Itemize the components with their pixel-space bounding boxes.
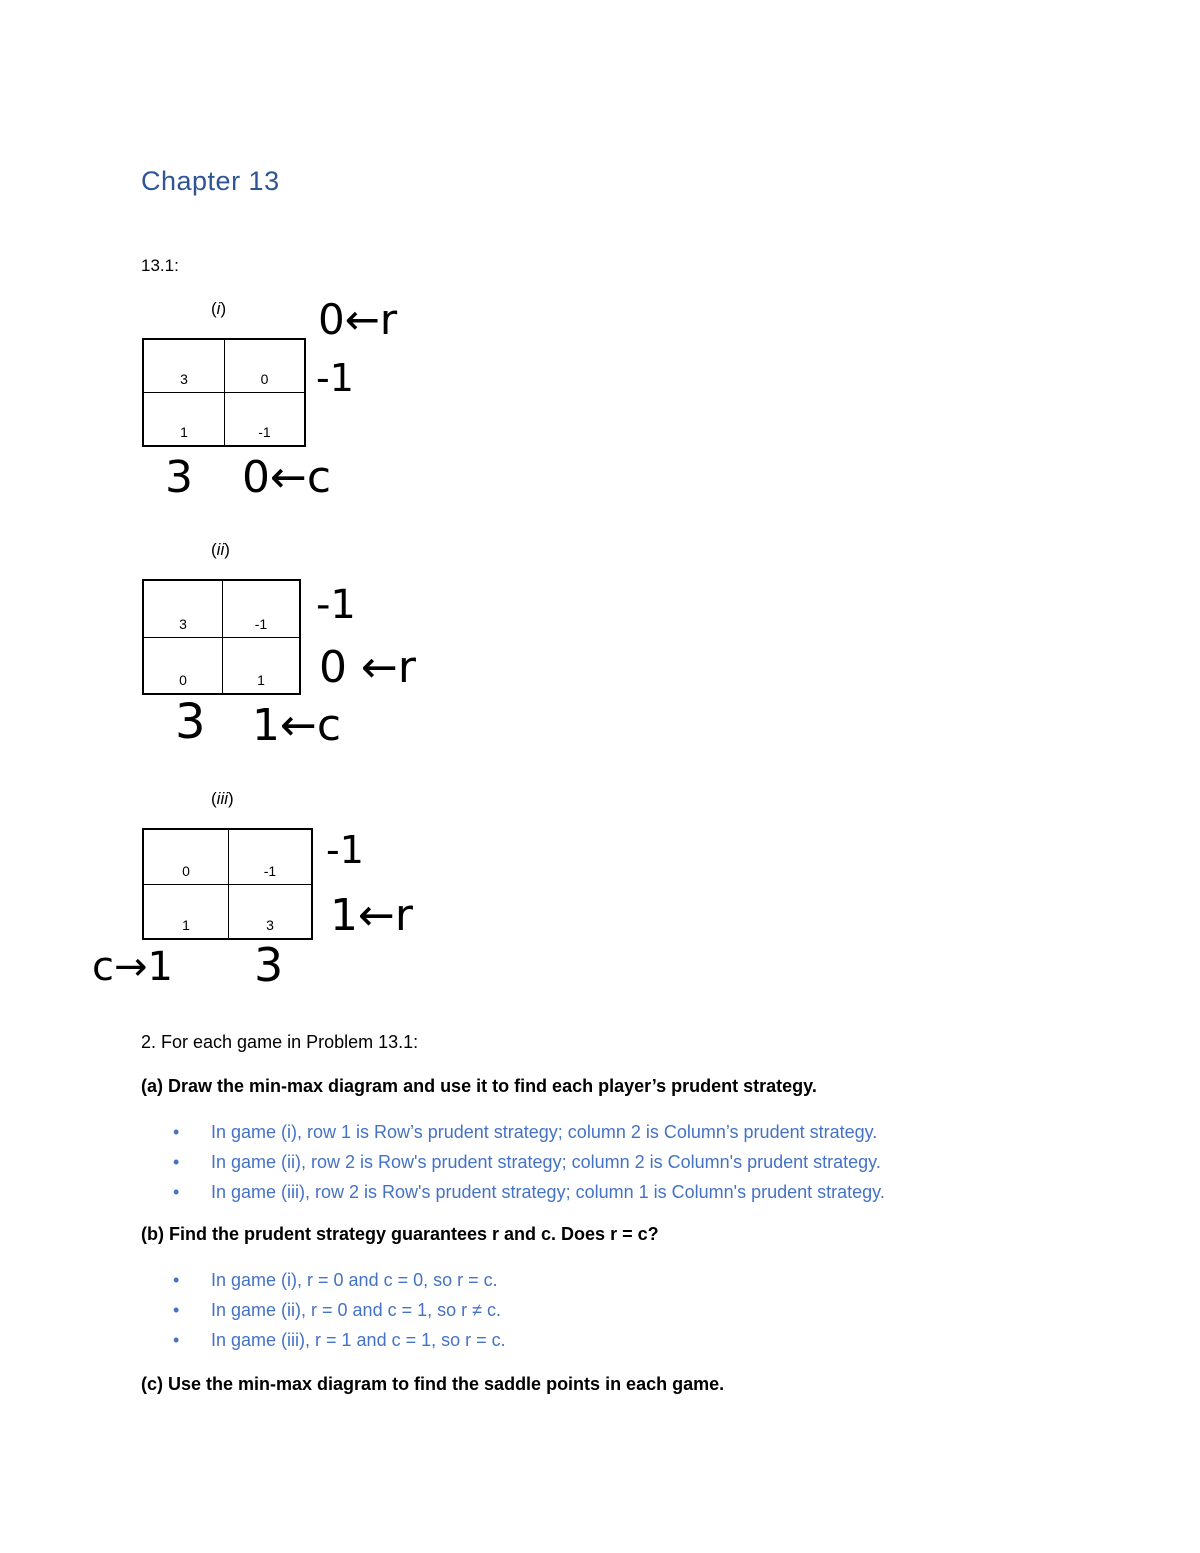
list-item: • In game (i), row 1 is Row’s prudent strategy; column 2 is Column’s prudent strategy. [141, 1120, 885, 1150]
handwritten-col-max-1: 3 [175, 694, 206, 750]
game-label-ii: (ii) [211, 540, 230, 559]
problem-label: 13.1: [141, 256, 179, 275]
payoff-matrix-iii [142, 828, 313, 940]
list-item: • In game (i), r = 0 and c = 0, so r = c. [141, 1268, 506, 1298]
matrix-cell: 0 [143, 829, 229, 884]
part-b-answers [141, 1268, 506, 1358]
handwritten-col-max-1: 3 [165, 452, 193, 503]
handwritten-row-min-1: -1 [316, 582, 356, 628]
matrix-cell: -1 [225, 393, 306, 447]
handwritten-row-min-2: -1 [316, 356, 354, 400]
handwritten-col-max-2: 1←c [252, 700, 342, 751]
matrix-cell: 0 [143, 637, 223, 694]
matrix-cell: 1 [223, 637, 301, 694]
part-a-answers [141, 1120, 885, 1210]
list-item: • In game (iii), row 2 is Row's prudent strategy; column 1 is Column's prudent strategy. [141, 1180, 885, 1210]
game-label-iii: (iii) [211, 789, 234, 808]
matrix-cell: 1 [143, 393, 225, 447]
payoff-matrix-i [142, 338, 306, 447]
matrix-cell: 3 [143, 580, 223, 637]
handwritten-row-min-2: 0 ←r [319, 642, 416, 693]
question-heading: 2. For each game in Problem 13.1: [141, 1032, 419, 1052]
matrix-cell: 1 [143, 884, 229, 939]
part-b-prompt: (b) Find the prudent strategy guarantees r and c. Does r = c? [141, 1224, 659, 1244]
matrix-cell: 3 [229, 884, 313, 939]
matrix-cell: 3 [143, 339, 225, 393]
payoff-matrix-ii [142, 579, 301, 695]
list-item: • In game (iii), r = 1 and c = 1, so r = c. [141, 1328, 506, 1358]
list-item: • In game (ii), row 2 is Row's prudent strategy; column 2 is Column's prudent strategy. [141, 1150, 885, 1180]
handwritten-col-max-2: 3 [254, 938, 284, 992]
part-c-prompt: (c) Use the min-max diagram to find the saddle points in each game. [141, 1374, 725, 1394]
part-a-prompt: (a) Draw the min-max diagram and use it to find each player’s prudent strategy. [141, 1076, 817, 1096]
handwritten-col-max-1: c→1 [92, 944, 173, 990]
matrix-cell: -1 [229, 829, 313, 884]
handwritten-row-min-1: -1 [326, 828, 364, 872]
handwritten-col-max-2: 0←c [242, 452, 332, 503]
handwritten-row-min-2: 1←r [330, 890, 413, 941]
matrix-cell: 0 [225, 339, 306, 393]
chapter-title: Chapter 13 [141, 166, 280, 196]
list-item: • In game (ii), r = 0 and c = 1, so r ≠ c. [141, 1298, 506, 1328]
game-label-i: (i) [211, 299, 227, 318]
matrix-cell: -1 [223, 580, 301, 637]
handwritten-row-min-1: 0←r [318, 295, 398, 344]
